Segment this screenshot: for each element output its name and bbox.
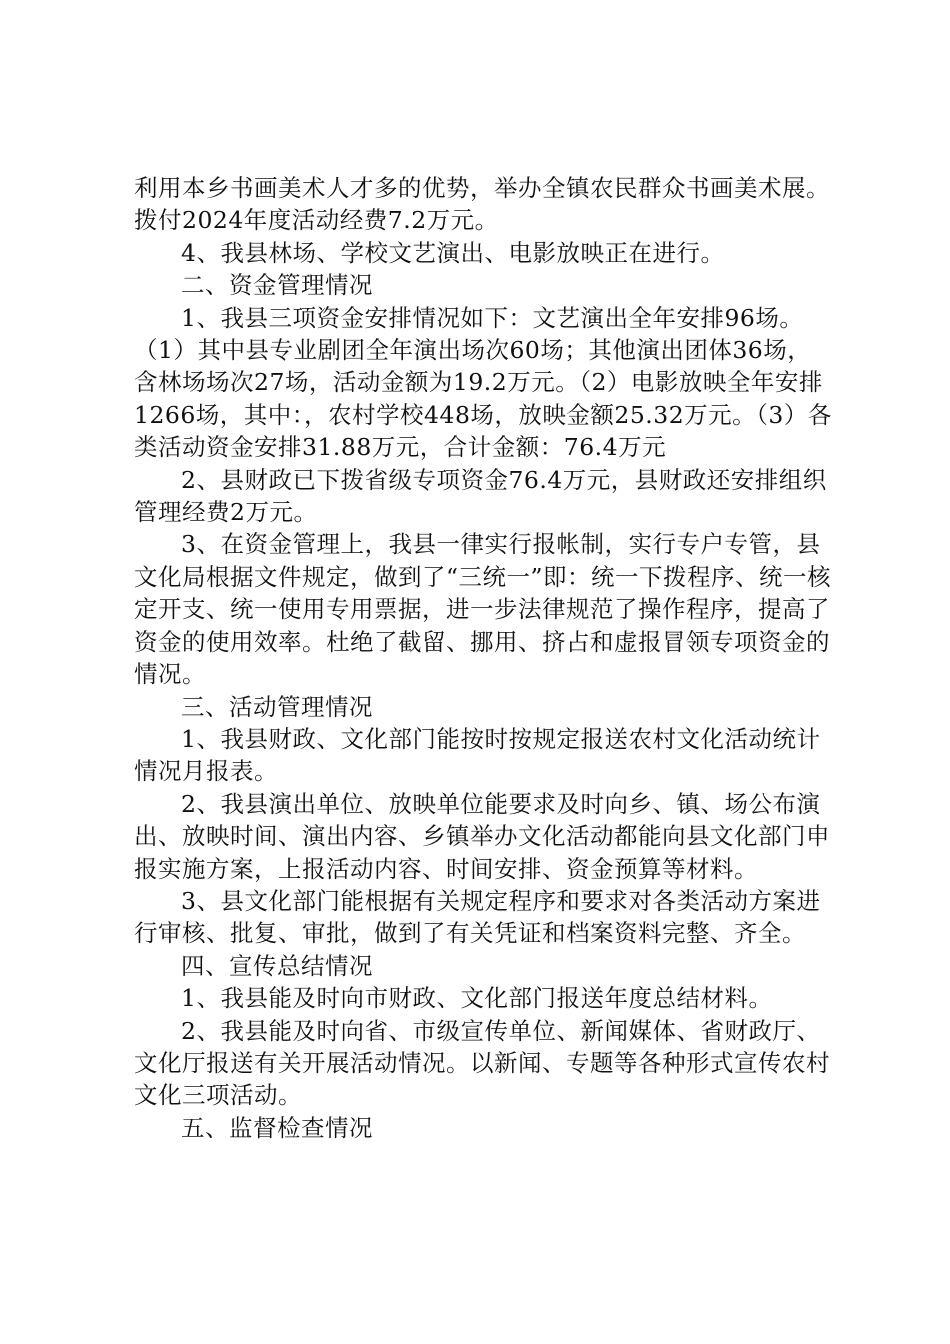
paragraph-annual-summary: 1、我县能及时向市财政、文化部门报送年度总结材料。 (181, 984, 773, 1013)
section-heading-activity-management: 三、活动管理情况 (181, 692, 373, 721)
paragraph-monthly-report: 1、我县财政、文化部门能按时按规定报送农村文化活动统计情况月报表。 (134, 724, 821, 786)
section-heading-fund-management: 二、资金管理情况 (181, 271, 373, 300)
section-heading-publicity-summary: 四、宣传总结情况 (181, 951, 373, 980)
paragraph-schedule-publication: 2、我县演出单位、放映单位能要求及时向乡、镇、场公布演出、放映时间、演出内容、乡镇举办文化活动都能向县文化部门申报实施方案，上报活动内容、时间安排、资金预算等材料。 (134, 789, 830, 883)
paragraph-fund-arrangement: 1、我县三项资金安排情况如下：文艺演出全年安排96场。（1）其中县专业剧团全年演出场次60场；其他演出团体36场，含林场场次27场，活动金额为19.2万元。（2）电影放映全年安排1266场，其中：，农村学校448场，放映金额25.32万元。（3）各类活动资金安排31.88万元，合计金额：76.4万元 (134, 303, 832, 462)
paragraph-fund-allocation: 2、县财政已下拨省级专项资金76.4万元，县财政还安排组织管理经费2万元。 (134, 465, 827, 527)
paragraph-media-reporting: 2、我县能及时向省、市级宣传单位、新闻媒体、省财政厅、文化厅报送有关开展活动情况。以新闻、专题等各种形式宣传农村文化三项活动。 (134, 1016, 830, 1110)
paragraph-item-4-forestry-school: 4、我县林场、学校文艺演出、电影放映正在进行。 (181, 238, 725, 267)
paragraph-fund-control: 3、在资金管理上，我县一律实行报帐制，实行专户专管，县文化局根据文件规定，做到了“三统一”即：统一下拨程序、统一核定开支、统一使用专用票据，进一步法律规范了操作程序，提高了资金的使用效率。杜绝了截留、挪用、挤占和虚报冒领专项资金的情况。 (134, 530, 832, 689)
section-heading-supervision: 五、监督检查情况 (181, 1113, 373, 1142)
paragraph-continuation: 利用本乡书画美术人才多的优势，举办全镇农民群众书画美术展。拨付2024年度活动经费7.2万元。 (134, 174, 830, 235)
document-body (134, 172, 834, 1144)
paragraph-plan-review: 3、县文化部门能根据有关规定程序和要求对各类活动方案进行审核、批复、审批，做到了有关凭证和档案资料完整、齐全。 (134, 886, 821, 948)
